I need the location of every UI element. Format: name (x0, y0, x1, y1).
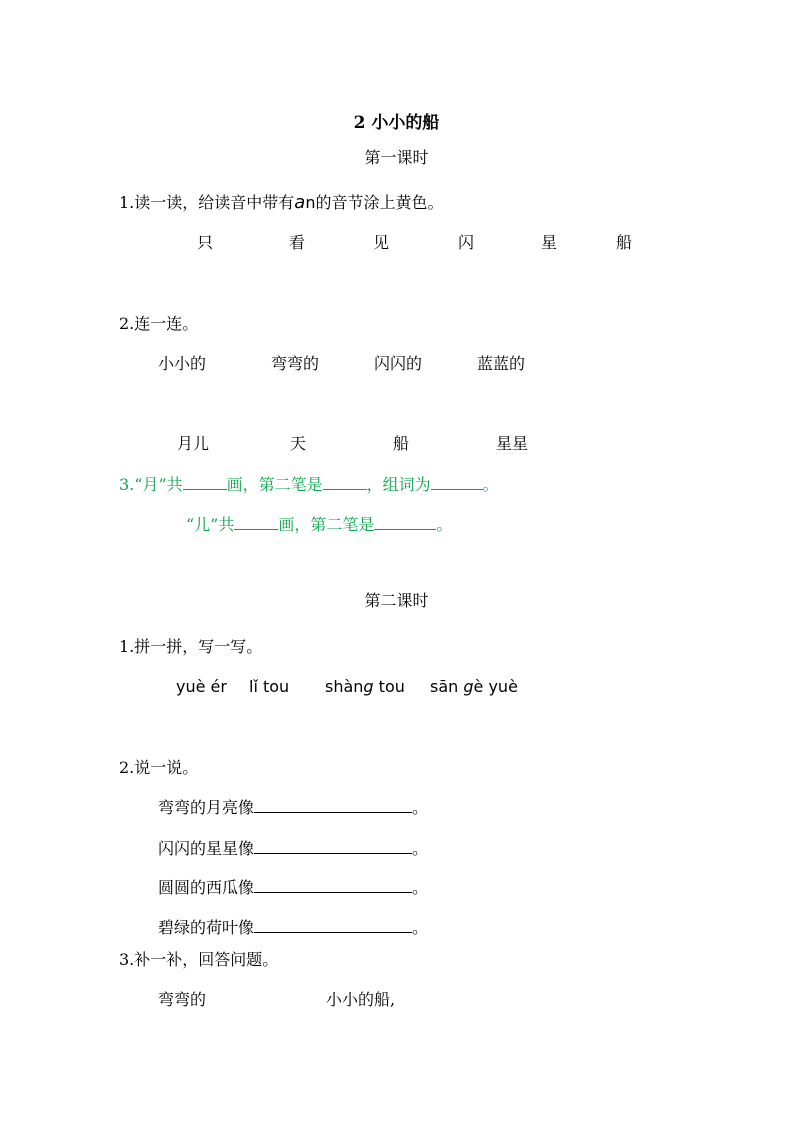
simile-prompt-1: 弯弯的月亮像 (158, 798, 255, 817)
char-3: 见 (373, 233, 390, 252)
char-5: 星 (541, 233, 558, 252)
simile-row-2 (158, 838, 428, 859)
q3-l1-d: 。 (482, 475, 499, 494)
pinyin-3 (325, 677, 405, 697)
pinyin-4a: sān (430, 677, 464, 696)
simile-prompt-4: 碧绿的荷叶像 (158, 918, 255, 937)
match-top-2: 弯弯的 (271, 354, 320, 373)
page-title: 2 小小的船 (353, 113, 440, 133)
lesson2-q2-label: 2.说一说。 (119, 758, 199, 777)
simile-end: 。 (412, 798, 429, 817)
q3-l1-a: 3.“月”共 (119, 475, 183, 494)
simile-end: 。 (412, 839, 429, 858)
pinyin-3a: shàn (325, 677, 364, 696)
simile-row-4 (158, 917, 428, 938)
lesson1-q3-line1 (119, 474, 499, 495)
q3-l2-b: 画，第二笔是 (278, 515, 375, 534)
q3-l1-b: 画，第二笔是 (226, 475, 323, 494)
q1-an-n: n (305, 193, 316, 212)
simile-prompt-2: 闪闪的星星像 (158, 839, 255, 858)
q1-suffix: 的音节涂上黄色。 (315, 193, 444, 212)
answer-blank[interactable] (234, 514, 278, 530)
answer-blank[interactable] (254, 877, 412, 893)
pinyin-1: yuè ér (176, 677, 227, 696)
char-4: 闪 (458, 233, 475, 252)
simile-prompt-3: 圆圆的西瓜像 (158, 878, 255, 897)
match-top-1: 小小的 (158, 354, 207, 373)
fill-part-1: 弯弯的 (158, 990, 207, 1009)
lesson1-heading: 第一课时 (364, 148, 429, 167)
match-top-3: 闪闪的 (374, 354, 423, 373)
q3-l2-c: 。 (436, 515, 453, 534)
pinyin-4g: g (463, 677, 474, 696)
lesson1-q1-instruction (119, 193, 443, 213)
match-bottom-4: 星星 (496, 434, 529, 453)
simile-end: 。 (412, 878, 429, 897)
pinyin-4b: è yuè (473, 677, 518, 696)
q3-l1-c: ，组词为 (366, 475, 431, 494)
lesson1-q2-label: 2.连一连。 (119, 314, 199, 333)
pinyin-3g: g (363, 677, 374, 696)
q1-prefix: 1.读一读，给读音中带有 (119, 193, 295, 212)
simile-row-1 (158, 797, 428, 818)
char-2: 看 (289, 233, 306, 252)
char-6: 船 (616, 233, 633, 252)
match-bottom-1: 月儿 (177, 434, 210, 453)
answer-blank[interactable] (183, 474, 227, 490)
answer-blank[interactable] (374, 514, 436, 530)
char-1: 只 (197, 233, 214, 252)
answer-blank[interactable] (254, 797, 412, 813)
answer-blank[interactable] (254, 917, 412, 933)
simile-end: 。 (412, 918, 429, 937)
match-bottom-2: 天 (290, 434, 307, 453)
pinyin-2: lǐ tou (249, 677, 290, 696)
answer-blank[interactable] (323, 474, 367, 490)
answer-blank[interactable] (431, 474, 483, 490)
lesson2-q1-label: 1.拼一拼，写一写。 (119, 637, 263, 656)
match-top-4: 蓝蓝的 (477, 354, 526, 373)
pinyin-4 (430, 677, 518, 697)
lesson2-q3-label: 3.补一补，回答问题。 (119, 950, 279, 969)
fill-part-2: 小小的船, (326, 990, 396, 1009)
match-bottom-3: 船 (393, 434, 410, 453)
lesson1-q3-line2 (186, 514, 452, 535)
pinyin-3b: tou (373, 677, 405, 696)
simile-row-3 (158, 877, 428, 898)
answer-blank[interactable] (254, 838, 412, 854)
q1-an-a: a (294, 192, 306, 213)
lesson2-heading: 第二课时 (364, 591, 429, 610)
q3-l2-a: “儿”共 (186, 515, 235, 534)
